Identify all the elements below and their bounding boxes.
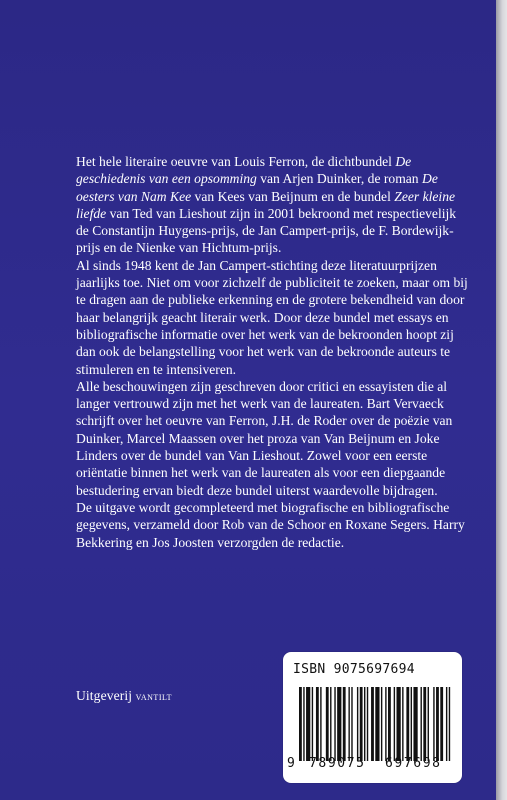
blurb-paragraph-3 <box>76 378 470 499</box>
barcode-bar-27 <box>413 687 417 761</box>
barcode-bar-24 <box>402 687 403 761</box>
barcode-bar-29 <box>423 687 426 761</box>
ean-barcode <box>299 687 453 761</box>
barcode-bar-8 <box>334 687 335 761</box>
ean-left-group: 789075 <box>309 756 366 771</box>
blurb-p3-text: Alle beschouwingen zijn geschreven door critici en essayisten die al langer vertrouwd zijn met het werk van de laureaten. Bart Vervaeck schrijft over het oeuvre van Ferron, J.H. de Roder over de poëzie van Duinker, Marcel Maassen over het proza van Van Beijnum en Joke Linders over de bundel van Van Lieshout. Zowel voor een eerste oriëntatie binnen het werk van de laureaten als voor een diepgaande bestudering ervan biedt deze bundel uiterst waardevolle bijdragen. <box>76 378 453 498</box>
isbn-barcode-label <box>283 652 462 783</box>
barcode-bar-19 <box>381 687 382 761</box>
barcode-bar-25 <box>406 687 409 761</box>
blurb-p1-seg1: Het hele literaire oeuvre van Louis Ferron, de dichtbundel <box>76 154 396 169</box>
barcode-bar-15 <box>364 687 365 761</box>
page-edge <box>496 0 507 800</box>
publisher-name: vantilt <box>135 689 173 703</box>
blurb-paragraph-1 <box>76 153 470 257</box>
barcode-bar-26 <box>411 687 412 761</box>
barcode-bar-20 <box>385 687 386 761</box>
barcode-bar-0 <box>299 687 302 761</box>
blurb-p1-title-duinker: De geschiedenis van een opsomming <box>76 154 412 187</box>
barcode-bar-22 <box>394 687 395 761</box>
barcode-bar-31 <box>433 687 434 761</box>
barcode-bar-9 <box>337 687 341 761</box>
blurb-p1-seg3: van Arjen Duinker, de roman <box>256 171 423 187</box>
barcode-bar-35 <box>449 687 450 761</box>
barcode-bar-16 <box>367 687 368 761</box>
barcode-bar-14 <box>360 687 363 761</box>
blurb-p1-title-lieshout: Zeer kleine liefde <box>76 188 456 221</box>
barcode-bar-23 <box>396 687 400 761</box>
barcode-bar-13 <box>357 687 358 761</box>
barcode-bar-7 <box>330 687 331 761</box>
barcode-bar-1 <box>303 687 304 761</box>
publisher-imprint <box>76 688 172 704</box>
ean-first-digit: 9 <box>287 756 296 771</box>
barcode-bar-11 <box>348 687 349 761</box>
blurb-p1-seg7: van Ted van Lieshout zijn in 2001 bekroond met respectievelijk de Constantijn Huygens-prijs, de Jan Campert-prijs, de F. Bordewijk-prijs en de Nienke van Hichtum-prijs. <box>76 205 457 256</box>
blurb-p1-title-beijnum: De oesters van Nam Kee <box>76 171 438 204</box>
blurb-text <box>76 153 470 551</box>
barcode-bar-2 <box>306 687 310 761</box>
barcode-bar-28 <box>421 687 422 761</box>
blurb-paragraph-2 <box>76 257 470 378</box>
blurb-paragraph-4 <box>76 499 470 551</box>
barcode-bar-10 <box>343 687 346 761</box>
blurb-p2-text: Al sinds 1948 kent de Jan Campert-stichting deze literatuurprijzen jaarlijks toe. Niet om voor zichzelf de publiciteit te zoeken, maar om bij te dragen aan de publieke erkenning en de grotere bekendheid van door haar belangrijk geacht literair werk. Door deze bundel met essays en bibliografische informatie over het werk van de bekroonden hoopt zij dan ook de belangstelling voor het werk van de bekroonde auteurs te stimuleren en te intensiveren. <box>76 257 468 377</box>
blurb-p4-text: De uitgave wordt gecompleteerd met biografische en bibliografische gegevens, verzameld door Rob van de Schoor en Roxane Segers. Harry Bekkering en Jos Joosten verzorgden de redactie. <box>76 499 465 550</box>
barcode-bar-21 <box>388 687 391 761</box>
barcode-bar-4 <box>316 687 319 761</box>
ean-right-group: 697698 <box>385 756 442 771</box>
isbn-number: ISBN 9075697694 <box>293 662 415 677</box>
barcode-bar-5 <box>320 687 321 761</box>
barcode-bar-30 <box>428 687 429 761</box>
barcode-bar-3 <box>312 687 313 761</box>
blurb-p1-seg5: van Kees van Beijnum en de bundel <box>191 188 395 204</box>
barcode-bar-34 <box>446 687 447 761</box>
publisher-prefix: Uitgeverij <box>76 688 133 703</box>
barcode-bar-17 <box>371 687 374 761</box>
barcode-bar-6 <box>326 687 329 761</box>
barcode-bar-32 <box>436 687 439 761</box>
barcode-bar-18 <box>375 687 379 761</box>
barcode-bar-33 <box>440 687 443 761</box>
barcode-bar-12 <box>351 687 352 761</box>
